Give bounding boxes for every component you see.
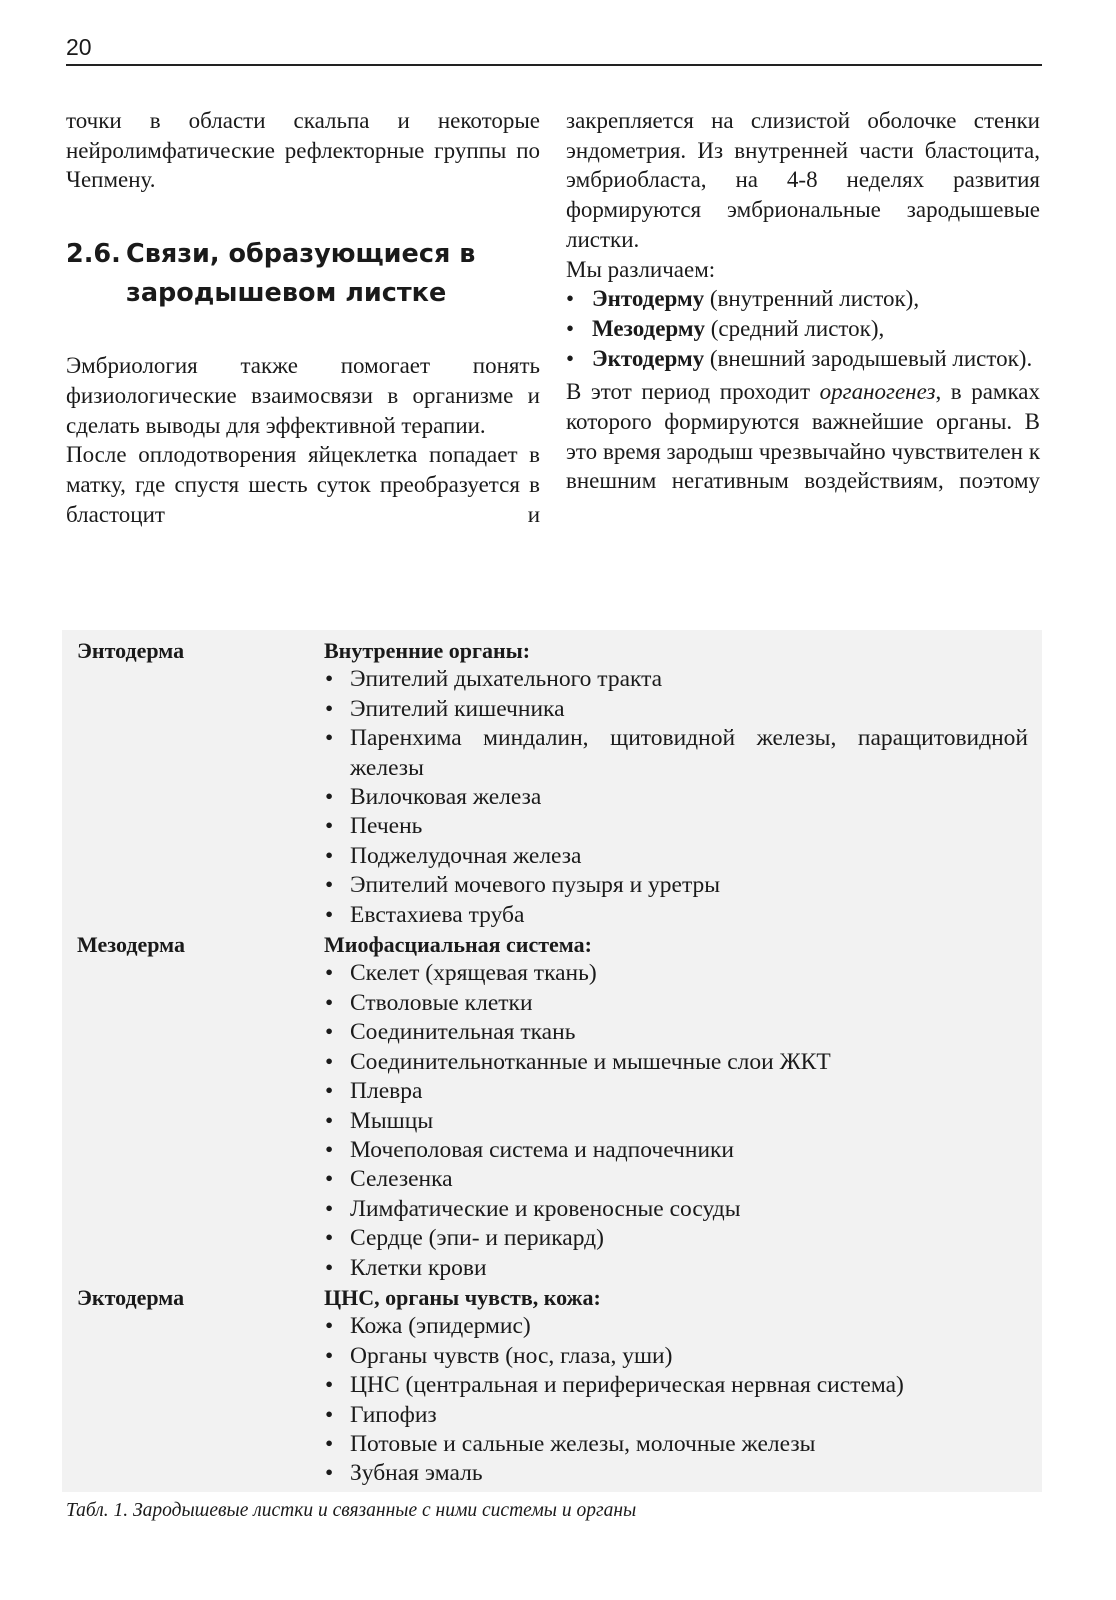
group-cell [324, 1283, 1042, 1489]
list-item: • Мышцы [324, 1107, 1028, 1136]
group-title: ЦНС, органы чувств, кожа: [324, 1284, 601, 1310]
germ-layer-table [62, 630, 1042, 1492]
organ-list [324, 1312, 1028, 1488]
table-row-mesoderm [62, 930, 1042, 1283]
left-paragraph-3: После оплодотворения яйцеклетка попадает в матку, где спустя шесть суток преобразуется в бластоцит и [66, 442, 540, 527]
list-item: • Евстахиева труба [324, 901, 1028, 930]
list-item: • Гипофиз [324, 1401, 1028, 1430]
list-item: • Мочеполовая система и надпочечники [324, 1136, 1028, 1165]
para-2-start: В этот период проходит [566, 379, 811, 405]
list-item: • Кожа (эпидермис) [324, 1312, 1028, 1341]
layer-desc: (внутренний листок), [709, 286, 920, 312]
organ-list [324, 959, 1028, 1282]
list-item [566, 284, 1040, 314]
list-item: • Сердце (эпи- и перикард) [324, 1224, 1028, 1253]
list-item: • Эпителий кишечника [324, 695, 1028, 724]
list-item: • Стволовые клетки [324, 989, 1028, 1018]
group-cell [324, 636, 1042, 930]
list-item: • ЦНС (центральная и периферическая нервная система) [324, 1371, 1028, 1400]
list-item [566, 314, 1040, 344]
group-cell [324, 930, 1042, 1283]
list-item: • Потовые и сальные железы, молочные железы [324, 1430, 1028, 1459]
layer-term: Мезодерму [592, 315, 706, 341]
table-row-ectoderm [62, 1283, 1042, 1489]
layer-desc: (средний листок), [710, 315, 885, 341]
right-intro: Мы различаем: [566, 256, 716, 282]
header-rule [66, 64, 1042, 66]
layer-term: Энтодерму [592, 286, 705, 312]
list-item: • Поджелудочная железа [324, 842, 1028, 871]
list-item: • Соединительнотканные и мышечные слои ЖКТ [324, 1048, 1028, 1077]
table-row-endoderm [62, 636, 1042, 930]
list-item: • Селезенка [324, 1165, 1028, 1194]
list-item [566, 344, 1040, 374]
right-column [566, 106, 1040, 496]
organ-list [324, 665, 1028, 930]
section-heading [66, 235, 540, 313]
section-number: 2.6. [66, 239, 121, 270]
list-item: • Лимфатические и кровеносные сосуды [324, 1195, 1028, 1224]
left-paragraph-2: Эмбриология также помогает понять физиологические взаимосвязи в организме и сделать выводы для эффективной терапии. [66, 353, 540, 438]
para-2-end: , в рамках которого формируются важнейшие органы. В это время зародыш чрезвычайно чувствителен к внешним негативным воздействиям, поэтому [566, 379, 1040, 494]
list-item: • Соединительная ткань [324, 1018, 1028, 1047]
group-title: Внутренние органы: [324, 638, 531, 663]
group-title: Миофасциальная система: [324, 932, 592, 958]
list-item: • Скелет (хрящевая ткань) [324, 959, 1028, 988]
list-item: • Зубная эмаль [324, 1459, 1028, 1488]
list-item: • Печень [324, 812, 1028, 841]
list-item: • Вилочковая железа [324, 783, 1028, 812]
list-item: • Органы чувств (нос, глаза, уши) [324, 1342, 1028, 1371]
germ-layer-name: Мезодерма [77, 932, 185, 958]
layer-desc: (внешний зародышевый листок). [709, 345, 1033, 371]
layer-term: Эктодерму [592, 345, 705, 371]
page-number: 20 [66, 34, 92, 60]
table-caption: Табл. 1. Зародышевые листки и связанные с ними системы и органы [66, 1500, 637, 1521]
germ-layer-list [566, 284, 1040, 373]
germ-layer-name: Эктодерма [77, 1284, 185, 1310]
left-paragraph-1: точки в области скальпа и некоторые нейролимфатические рефлекторные группы по Чепмену. [66, 108, 540, 193]
list-item: • Паренхима миндалин, щитовидной железы, паращитовидной железы [324, 724, 1028, 783]
list-item: • Эпителий дыхательного тракта [324, 665, 1028, 694]
right-paragraph-1: закрепляется на слизистой оболочке стенки эндометрия. Из внутренней части бластоцита, эмбриобласта, на 4-8 неделях развития формируются эмбриональные зародышевые листки. [566, 108, 1040, 252]
list-item: • Клетки крови [324, 1254, 1028, 1283]
right-paragraph-2 [566, 377, 1040, 496]
left-column [66, 106, 540, 529]
germ-layer-name: Энтодерма [77, 638, 185, 663]
list-item: • Эпителий мочевого пузыря и уретры [324, 871, 1028, 900]
section-title-line-1: Связи, образующиеся в [126, 239, 476, 270]
section-title-line-2: зародышевом листке [126, 278, 447, 309]
list-item: • Плевра [324, 1077, 1028, 1106]
organogenesis-term: органогенез [819, 379, 936, 405]
